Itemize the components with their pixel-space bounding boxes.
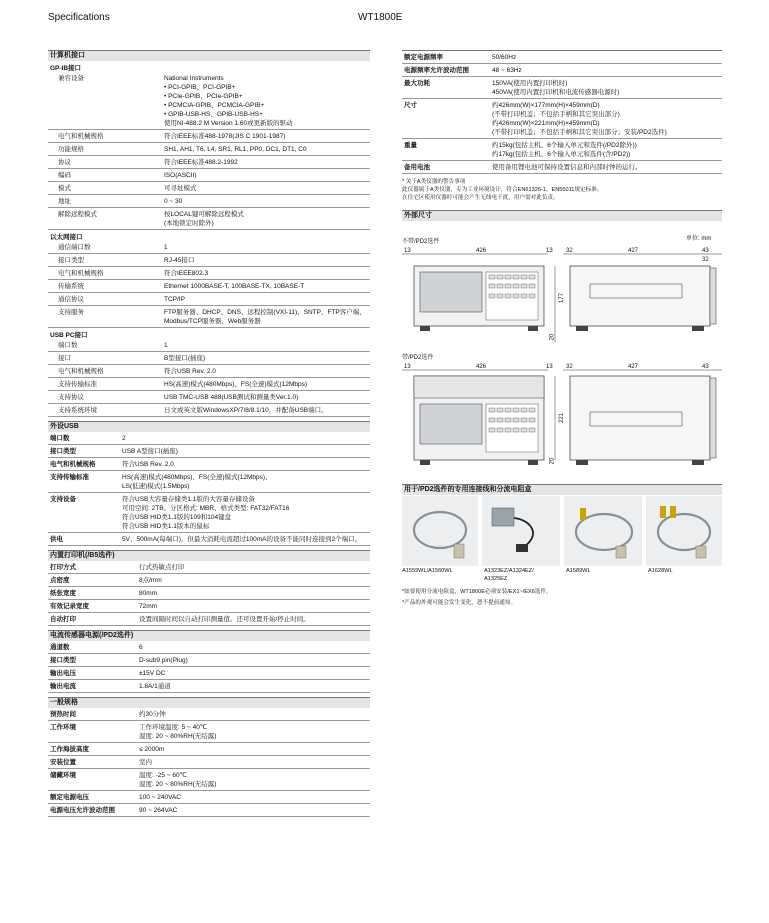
sensor-rows [48, 641, 370, 693]
no-pd2-d13: 13 [404, 248, 411, 254]
spec-key: 电源频率允许波动范围 [404, 66, 469, 74]
footnote-1: *如要使用分流电阻盒，WT1800E必须安装/EX1~/EX6选件。 [402, 589, 552, 595]
spec-value: 符合IEEE802.3 [164, 269, 209, 277]
pd2-label: 带/PD2选件 [402, 355, 434, 361]
spec-key: 解除远程模式 [58, 210, 97, 218]
computer-section-title: 计算机接口 [48, 50, 370, 61]
spec-row [48, 587, 370, 600]
cables-title: 用于/PD2选件的专用连接线和分流电阻盒 [402, 484, 722, 495]
spec-value: 50/60Hz [492, 53, 517, 61]
spec-value: 符合USB Rev. 2.0 [122, 460, 174, 468]
no-pd2-depth: 427 [628, 248, 639, 254]
cable-label-2: A1323EZ/A1324EZ/ A1325EZ [484, 568, 534, 582]
dims-title: 外部尺寸 [402, 210, 722, 221]
left-column [48, 46, 370, 817]
spec-value: SH1, AH1, T6, L4, SR1, RL1, PP0, DC1, DT1, C0 [164, 145, 307, 153]
spec-key: 电气和机械规格 [58, 367, 104, 375]
spec-row [48, 791, 370, 804]
spec-row [402, 64, 722, 77]
spec-row [48, 574, 370, 587]
pd2-depth: 427 [628, 364, 639, 370]
general-rows [48, 708, 370, 817]
no-pd2-d32: 32 [566, 248, 573, 254]
spec-row [48, 471, 370, 493]
header-left: Specifications [48, 12, 110, 23]
ethernet-subtitle: 以太网接口 [50, 234, 83, 241]
spec-value: 2 [122, 434, 126, 442]
spec-value: D-sub9 pin(Plug) [139, 656, 188, 664]
spec-row [48, 769, 370, 791]
spec-row [48, 708, 370, 721]
spec-key: 电气和机械规格 [58, 132, 104, 140]
spec-value: 温度: -25 ~ 60℃ 湿度: 20 ~ 80%RH(无结露) [139, 771, 217, 788]
spec-value: Ethernet 1000BASE-T, 100BASE-TX, 10BASE-T [164, 282, 305, 290]
spec-key: 通道数 [50, 643, 70, 651]
printer-rows [48, 561, 370, 626]
spec-value: HS(高速)模式(480Mbps)、FS(全速)模式(12Mbps) [164, 380, 308, 388]
spec-row [48, 743, 370, 756]
spec-row [48, 721, 370, 743]
spec-value: 5V、500mA(每端口)，但最大消耗电流超过100mA的设备不能同时连接到2个端口。 [122, 535, 362, 543]
spec-value: ≤ 2000m [139, 745, 165, 753]
spec-value: 80mm [139, 589, 158, 597]
spec-value: 100 ~ 240VAC [139, 793, 181, 801]
no-pd2-d43: 43 [702, 248, 709, 254]
spec-row [48, 458, 370, 471]
spec-row [48, 254, 370, 267]
drawing-pd2 [400, 362, 740, 474]
spec-value: ISO(ASCII) [164, 171, 197, 179]
spec-row [48, 445, 370, 458]
spec-key: 功能规格 [58, 145, 84, 153]
spec-value: RJ-45接口 [164, 256, 195, 264]
spec-key: 备用电池 [404, 163, 430, 171]
spec-value: 符合USB Rev. 2.0 [164, 367, 216, 375]
cable-label-1: A1559WL/A1560WL [402, 568, 453, 574]
spec-key: 接口类型 [58, 256, 84, 264]
no-pd2-d13b: 13 [546, 248, 553, 254]
spec-row [48, 280, 370, 293]
spec-value: 约426mm(W)×177mm(H)×459mm(D) (不带打印机盖；不包括手柄和其它突出部分) 约426mm(W)×221mm(H)×459mm(D) (不带打印机盖；不包括手柄和其它突出部分；安装/PD2选件) [492, 101, 667, 136]
spec-value: HS(高速)模式(480Mbps)、FS(全速)模式(12Mbps)、 LS(低速)模式(1.5Mbps) [122, 473, 272, 490]
spec-key: 有效记录宽度 [50, 602, 89, 610]
spec-key: 输出电流 [50, 682, 76, 690]
spec-key: 预热时间 [50, 710, 76, 718]
spec-value: 设置间隔时间以自动打印测量值。还可设置开始/停止时间。 [139, 615, 310, 623]
pd2-d43: 43 [702, 364, 709, 370]
spec-key: 传输系统 [58, 282, 84, 290]
spec-key: 端口数 [50, 434, 70, 442]
spec-row [402, 139, 722, 161]
cables-section [402, 480, 722, 495]
spec-key: 支持协议 [58, 393, 84, 401]
spec-row [48, 667, 370, 680]
spec-key: 接口类型 [50, 447, 76, 455]
side-panel-pd2 [570, 376, 710, 460]
spec-key: 兼容设备 [58, 74, 84, 82]
spec-value: 行式热敏点打印 [139, 563, 185, 571]
spec-row [48, 680, 370, 693]
spec-key: 模式 [58, 184, 71, 192]
spec-row [48, 432, 370, 445]
spec-row [48, 378, 370, 391]
spec-row [48, 169, 370, 182]
spec-row [48, 756, 370, 769]
spec-row [48, 613, 370, 626]
printer-section-title: 内置打印机(/B5选件) [48, 550, 370, 561]
spec-key: 最大功耗 [404, 79, 430, 87]
spec-key: 支持设备 [50, 495, 76, 503]
spec-key: 尺寸 [404, 101, 417, 109]
spec-value: USB A型接口(插座) [122, 447, 178, 455]
spec-value: ±15V DC [139, 669, 166, 677]
spec-row [48, 365, 370, 378]
spec-value: 符合USB大容量存储类1.1版的大容量存储设备 可用空间: 2TB、分区格式: MBR、格式类型: FAT32/FAT16 符合USB HID类1.1版的109和104键盘 符合USB HID类1.1版本的鼠标 [122, 495, 290, 530]
spec-row [48, 267, 370, 280]
cable-photo-2 [482, 496, 560, 566]
pd2-d13: 13 [404, 364, 411, 370]
spec-row [48, 72, 370, 130]
spec-key: 工作环境 [50, 723, 76, 731]
right-column [402, 46, 722, 221]
spec-row [402, 77, 722, 99]
spec-value: 0 ~ 30 [164, 197, 183, 205]
spec-key: 电源电压允许波动范围 [50, 806, 115, 814]
spec-key: 输出电压 [50, 669, 76, 677]
spec-value: FTP服务器、DHCP、DNS、远程控制(VXI-11)、SNTP、FTP客户端、Modbus/TCP服务器、Web服务器 [164, 308, 366, 325]
spec-row [48, 306, 370, 328]
spec-key: 供电 [50, 535, 63, 543]
spec-key: 打印方式 [50, 563, 76, 571]
spec-value: 1 [164, 341, 168, 349]
spec-key: 接口类型 [50, 656, 76, 664]
spec-value: 符合IEEE标准488-1978(JIS C 1901-1987) [164, 132, 286, 140]
spec-value: 按LOCAL键可解除远程模式 (本地锁定时除外) [164, 210, 244, 227]
footnote-2: *产品的外观可能会发生变化，恕不提前通知。 [402, 600, 517, 606]
usb-pc-rows [48, 339, 370, 417]
spec-key: 点密度 [50, 576, 70, 584]
no-pd2-d32b: 32 [702, 257, 709, 263]
spec-value: 72mm [139, 602, 158, 610]
header-center: WT1800E [358, 12, 403, 23]
spec-value: 48 ~ 63Hz [492, 66, 522, 74]
spec-row [402, 99, 722, 139]
pd2-width: 426 [476, 364, 487, 370]
spec-key: 协议 [58, 158, 71, 166]
spec-key: 通信端口数 [58, 243, 91, 251]
usb-rows [48, 432, 370, 546]
gpib-subtitle: GP-IB接口 [50, 65, 82, 72]
spec-value: 室内 [139, 758, 152, 766]
spec-value: National Instruments • PCI-GPIB、PCI-GPIB+ • PCIe-GPIB、PCIe-GPIB+ • PCMCIA-GPIB、PCMCIA-GPIB+ • GPIB-USB-HS、GPIB-USB-HS+ 使用NI-488.2 M Version 1.60或更新版的驱动 [164, 74, 293, 127]
spec-row [402, 51, 722, 64]
spec-value: USB TMC-USB 488(USB测试和测量类Ver.1.0) [164, 393, 299, 401]
spec-row [48, 182, 370, 195]
spec-key: 纸张宽度 [50, 589, 76, 597]
spec-key: 支持传输标准 [58, 380, 97, 388]
spec-row [48, 654, 370, 667]
spec-row [48, 241, 370, 254]
side-panel-no-pd2 [570, 266, 710, 326]
spec-row [48, 404, 370, 417]
cable-photo-3 [564, 496, 642, 566]
spec-row [48, 352, 370, 365]
spec-value: 约15kg(包括主机、6个输入单元和选件(/PD2除外)) 约17kg(包括主机、6个输入单元和选件(含/PD2)) [492, 141, 637, 158]
spec-value: 1.8A/1通道 [139, 682, 171, 690]
spec-value: TCP/IP [164, 295, 185, 303]
spec-row [48, 208, 370, 230]
spec-key: 地址 [58, 197, 71, 205]
spec-row [402, 161, 722, 174]
spec-value: 可寻址模式 [164, 184, 197, 192]
spec-row [48, 293, 370, 306]
spec-row [48, 493, 370, 533]
spec-key: 电气和机械规格 [58, 269, 104, 277]
gpib-rows [48, 72, 370, 230]
power-rows [402, 51, 722, 174]
usb-pc-subtitle: USB PC接口 [50, 332, 88, 339]
spec-row [48, 339, 370, 352]
spec-row [48, 143, 370, 156]
spec-value: 约30分钟 [139, 710, 166, 718]
spec-key: 重量 [404, 141, 417, 149]
spec-key: 电气和机械规格 [50, 460, 96, 468]
sensor-section-title: 电流传感器电源(/PD2选件) [48, 630, 370, 641]
spec-key: 通信协议 [58, 295, 84, 303]
spec-row [48, 533, 370, 546]
no-pd2-label: 不带/PD2选件 [402, 239, 440, 245]
cable-label-3: A1589WL [566, 568, 591, 574]
spec-key: 额定电源频率 [404, 53, 443, 61]
spec-row [48, 391, 370, 404]
spec-key: 自动打印 [50, 615, 76, 623]
spec-row [48, 641, 370, 654]
spec-row [48, 600, 370, 613]
spec-value: 1 [164, 243, 168, 251]
spec-value: 90 ~ 264VAC [139, 806, 178, 814]
spec-value: 使用备用锂电池可保持设置信息和内部时钟的运行。 [492, 163, 642, 171]
spec-value: 150VA(使用内置打印机时) 450VA(使用内置打印机和电流传感器电源时) [492, 79, 620, 96]
spec-key: 编码 [58, 171, 71, 179]
pd2-d32: 32 [566, 364, 573, 370]
no-pd2-height: 177 [559, 292, 566, 304]
spec-key: 端口数 [58, 341, 78, 349]
no-pd2-width: 426 [476, 248, 487, 254]
spec-key: 额定电源电压 [50, 793, 89, 801]
spec-row [48, 561, 370, 574]
spec-value: 符合IEEE标准488.2-1992 [164, 158, 238, 166]
general-section-title: 一般规格 [48, 697, 370, 708]
spec-row [48, 156, 370, 169]
dims-unit: 单位: mm [686, 236, 712, 242]
class-a-warning: * 关于A类仪器的警告事项 此仪器属于A类仪器，专为工业环境设计，符合EN61326-1、EN55011规定标准。 在住宅区使用仪器时可能会产生无线电干扰，用户需对此负责。 [402, 179, 603, 201]
cable-photo-4 [646, 496, 722, 566]
usb-section-title: 外设USB [48, 421, 370, 432]
spec-row [48, 130, 370, 143]
drawing-no-pd2 [400, 244, 740, 354]
spec-key: 接口 [58, 354, 71, 362]
spec-value: 工作环境温度: 5 ~ 40℃ 湿度: 20 ~ 80%RH(无结露) [139, 723, 217, 740]
spec-value: 6 [139, 643, 143, 651]
spec-key: 安装位置 [50, 758, 76, 766]
spec-key: 支持传输标准 [50, 473, 89, 481]
spec-value: 8点/mm [139, 576, 162, 584]
cable-label-4: A1628WL [648, 568, 673, 574]
cable-photo-1 [402, 496, 478, 566]
pd2-d13b: 13 [546, 364, 553, 370]
ethernet-rows [48, 241, 370, 328]
spec-key: 工作海拔高度 [50, 745, 89, 753]
spec-row [48, 804, 370, 817]
spec-key: 支持系统环境 [58, 406, 97, 414]
spec-value: 日文或英文版WindowsXP/7/8/8.1/10，并配备USB端口。 [164, 406, 328, 414]
pd2-height: 221 [559, 412, 566, 424]
spec-row [48, 195, 370, 208]
spec-value: B型接口(插座) [164, 354, 206, 362]
spec-key: 支持服务 [58, 308, 84, 316]
no-pd2-foot: 20 [549, 333, 556, 341]
spec-key: 储藏环境 [50, 771, 76, 779]
pd2-foot: 20 [549, 457, 556, 465]
